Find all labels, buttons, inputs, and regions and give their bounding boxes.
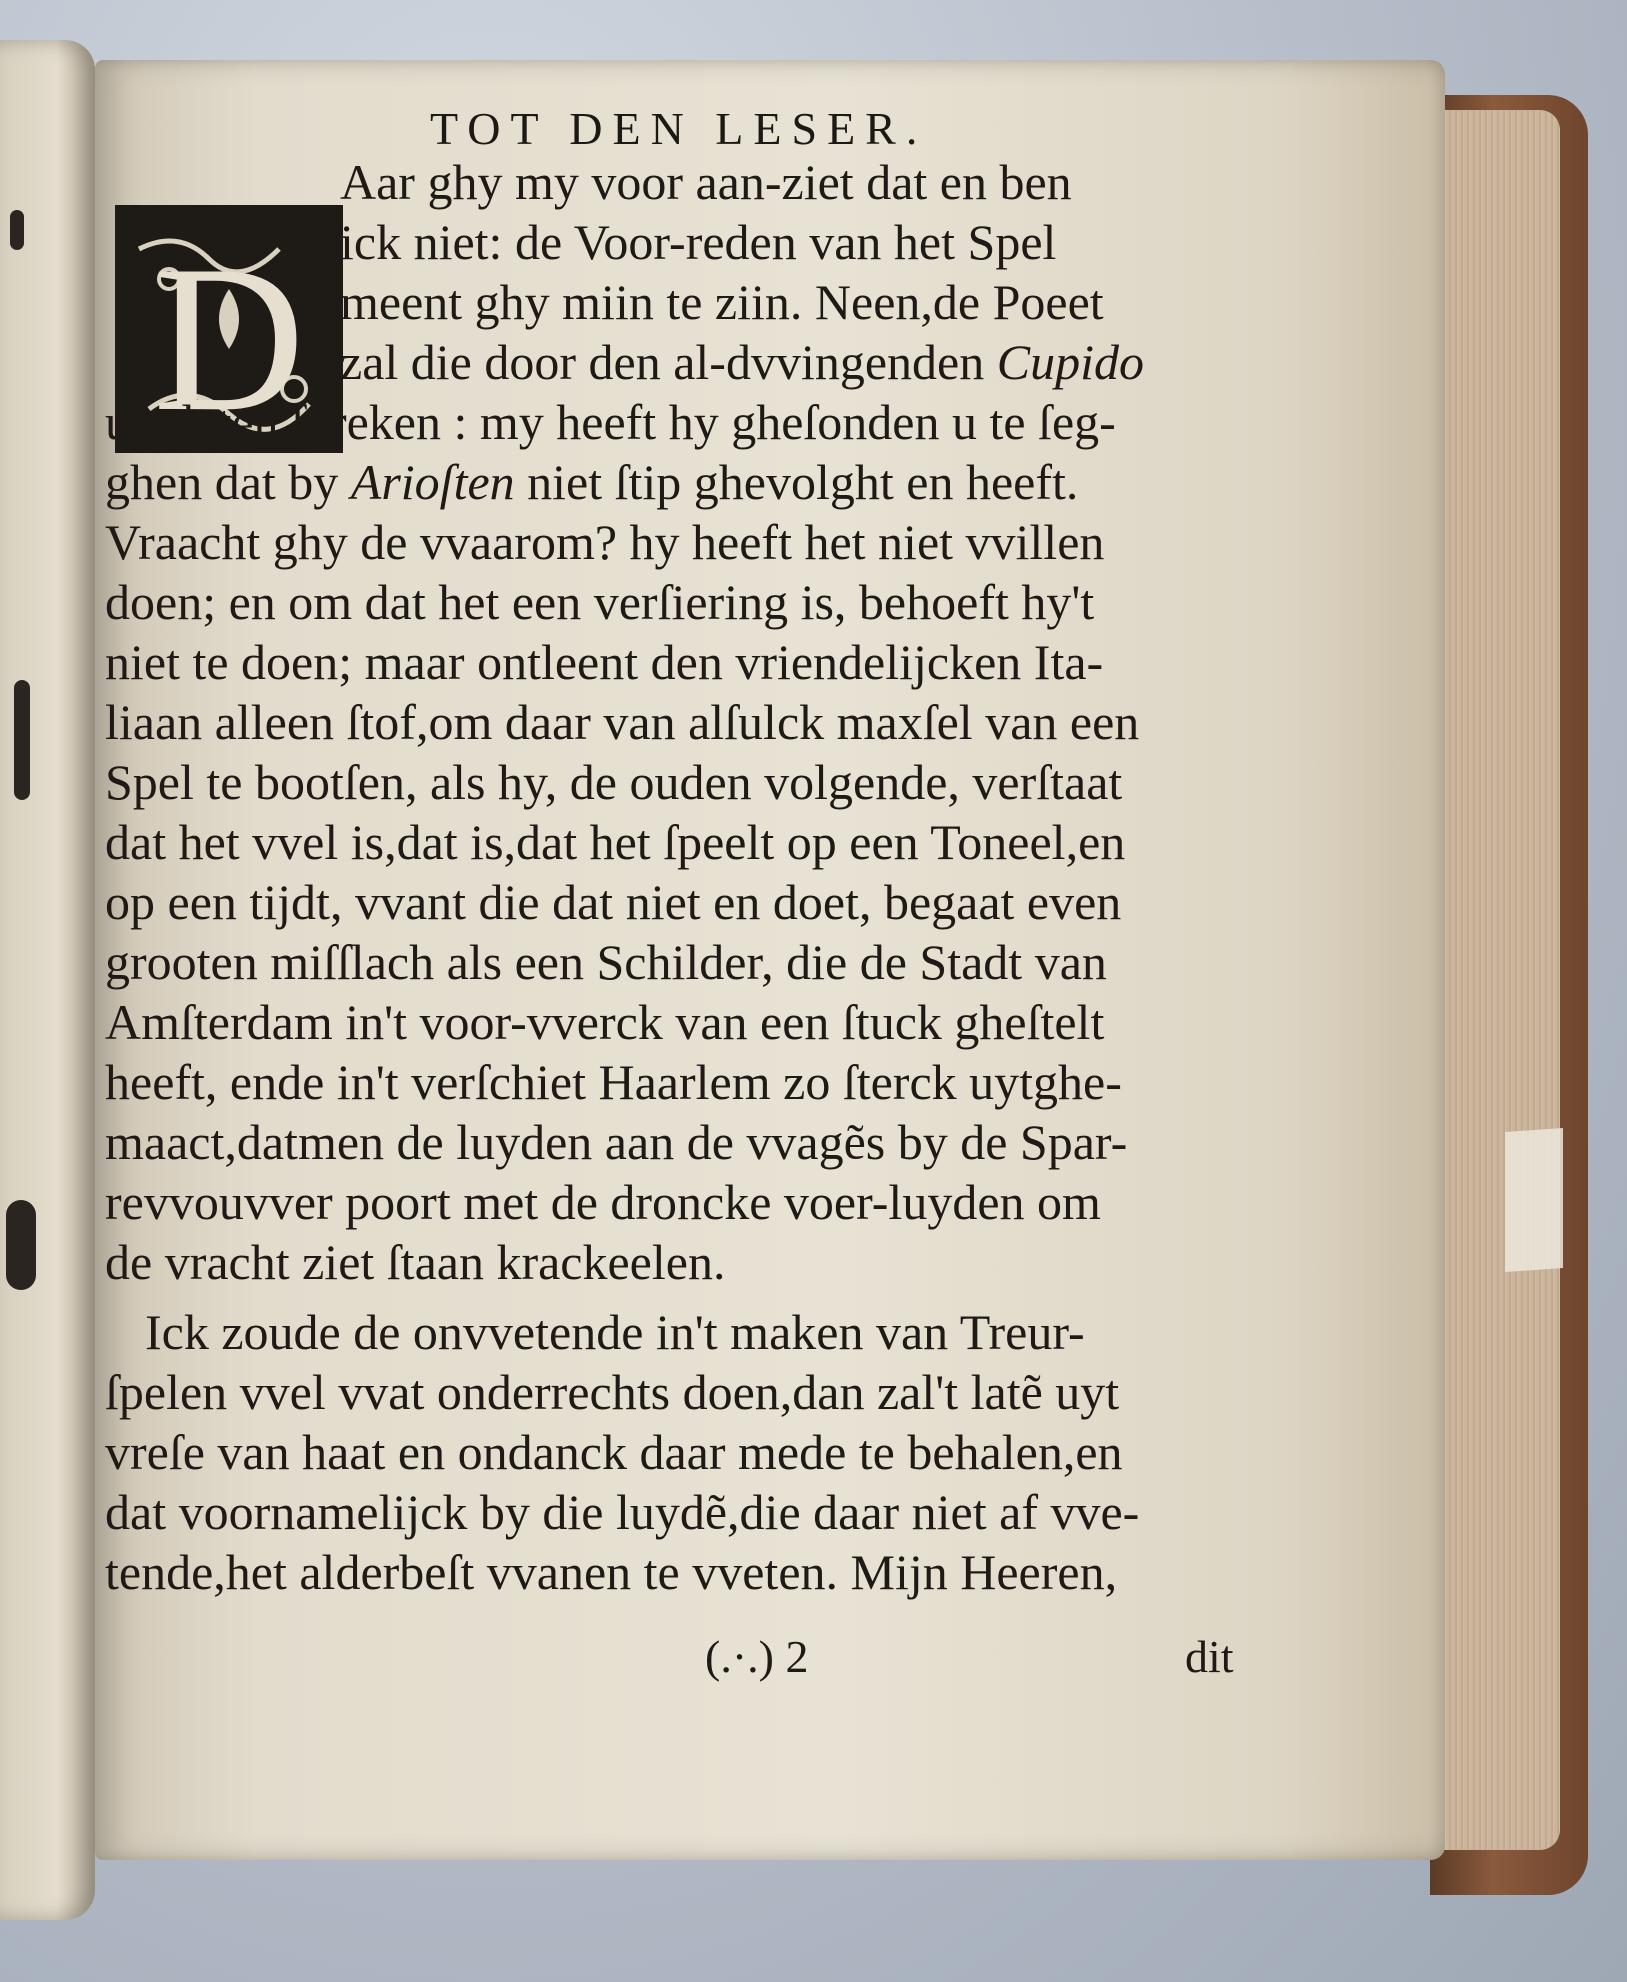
left-page-ink-mark	[10, 210, 24, 250]
italic-name-cupido: Cupido	[996, 334, 1144, 390]
text-line: tende,het alderbeſt vvanen te vveten. Mijn Heeren,	[105, 1544, 1118, 1600]
text-line: Aar ghy my voor aan-ziet dat en ben	[340, 154, 1072, 210]
text-line: Ick zoude de onvvetende in't maken van Treur-	[145, 1304, 1085, 1360]
text-line: op een tijdt, vvant die dat niet en doet, begaat even	[105, 874, 1122, 930]
text-line: ick niet: de Voor-reden van het Spel	[340, 214, 1057, 270]
text-line: Vraacht ghy de vvaarom? hy heeft het niet vvillen	[105, 514, 1105, 570]
book-page	[95, 60, 1445, 1860]
text-line: Spel te bootſen, als hy, de ouden volgende, verſtaat	[105, 754, 1123, 810]
text-line: niet te doen; maar ontleent den vriendelijcken Ita-	[105, 634, 1104, 690]
paper-slip	[1505, 1128, 1563, 1272]
page-heading: TOT DEN LESER.	[430, 103, 928, 154]
text-line: grooten miſſlach als een Schilder, die de Stadt van	[105, 934, 1107, 990]
text-line: revvouvver poort met de droncke voer-luyden om	[105, 1174, 1101, 1230]
page-fore-edge	[1440, 110, 1560, 1850]
text-line	[105, 452, 1078, 512]
left-page-ink-mark	[14, 680, 30, 800]
text-line: ſpelen vvel vvat onderrechts doen,dan zal't latẽ uyt	[105, 1364, 1120, 1420]
text-line: doen; en om dat het een verſiering is, behoeft hy't	[105, 574, 1095, 630]
italic-name-ariosten: Arioſten	[350, 454, 515, 510]
text-line: dat voornamelijck by die luydẽ,die daar niet af vve-	[105, 1484, 1140, 1540]
text-line: maact,datmen de luyden aan de vvagẽs by de Spar-	[105, 1114, 1128, 1170]
text-line: Amſterdam in't voor-vverck van een ſtuck gheſtelt	[105, 994, 1105, 1050]
text-line: dat het vvel is,dat is,dat het ſpeelt op een Toneel,en	[105, 814, 1126, 870]
catchword: dit	[1185, 1631, 1234, 1682]
text-line: uyt laten ſpreken : my heeft hy gheſonden u te ſeg-	[105, 394, 1116, 450]
text-line-part: ghen dat by	[105, 454, 351, 510]
initial-letter: D	[153, 223, 305, 449]
left-page-edge	[0, 40, 95, 1920]
text-line	[340, 332, 1144, 392]
text-line: de vracht ziet ſtaan krackeelen.	[105, 1234, 726, 1290]
left-page-ink-mark	[6, 1200, 36, 1290]
text-line: liaan alleen ſtof,om daar van alſulck maxſel van een	[105, 694, 1140, 750]
text-line: vreſe van haat en ondanck daar mede te behalen,en	[105, 1424, 1123, 1480]
text-line-part: zal die door den al-dvvingenden	[340, 334, 997, 390]
text-line: heeft, ende in't verſchiet Haarlem zo ſterck uytghe-	[105, 1054, 1122, 1110]
signature-mark: (.·.) 2	[705, 1631, 809, 1682]
text-line-part: niet ſtip ghevolght en heeft.	[514, 454, 1079, 510]
text-line: meent ghy miin te ziin. Neen,de Poeet	[340, 274, 1104, 330]
